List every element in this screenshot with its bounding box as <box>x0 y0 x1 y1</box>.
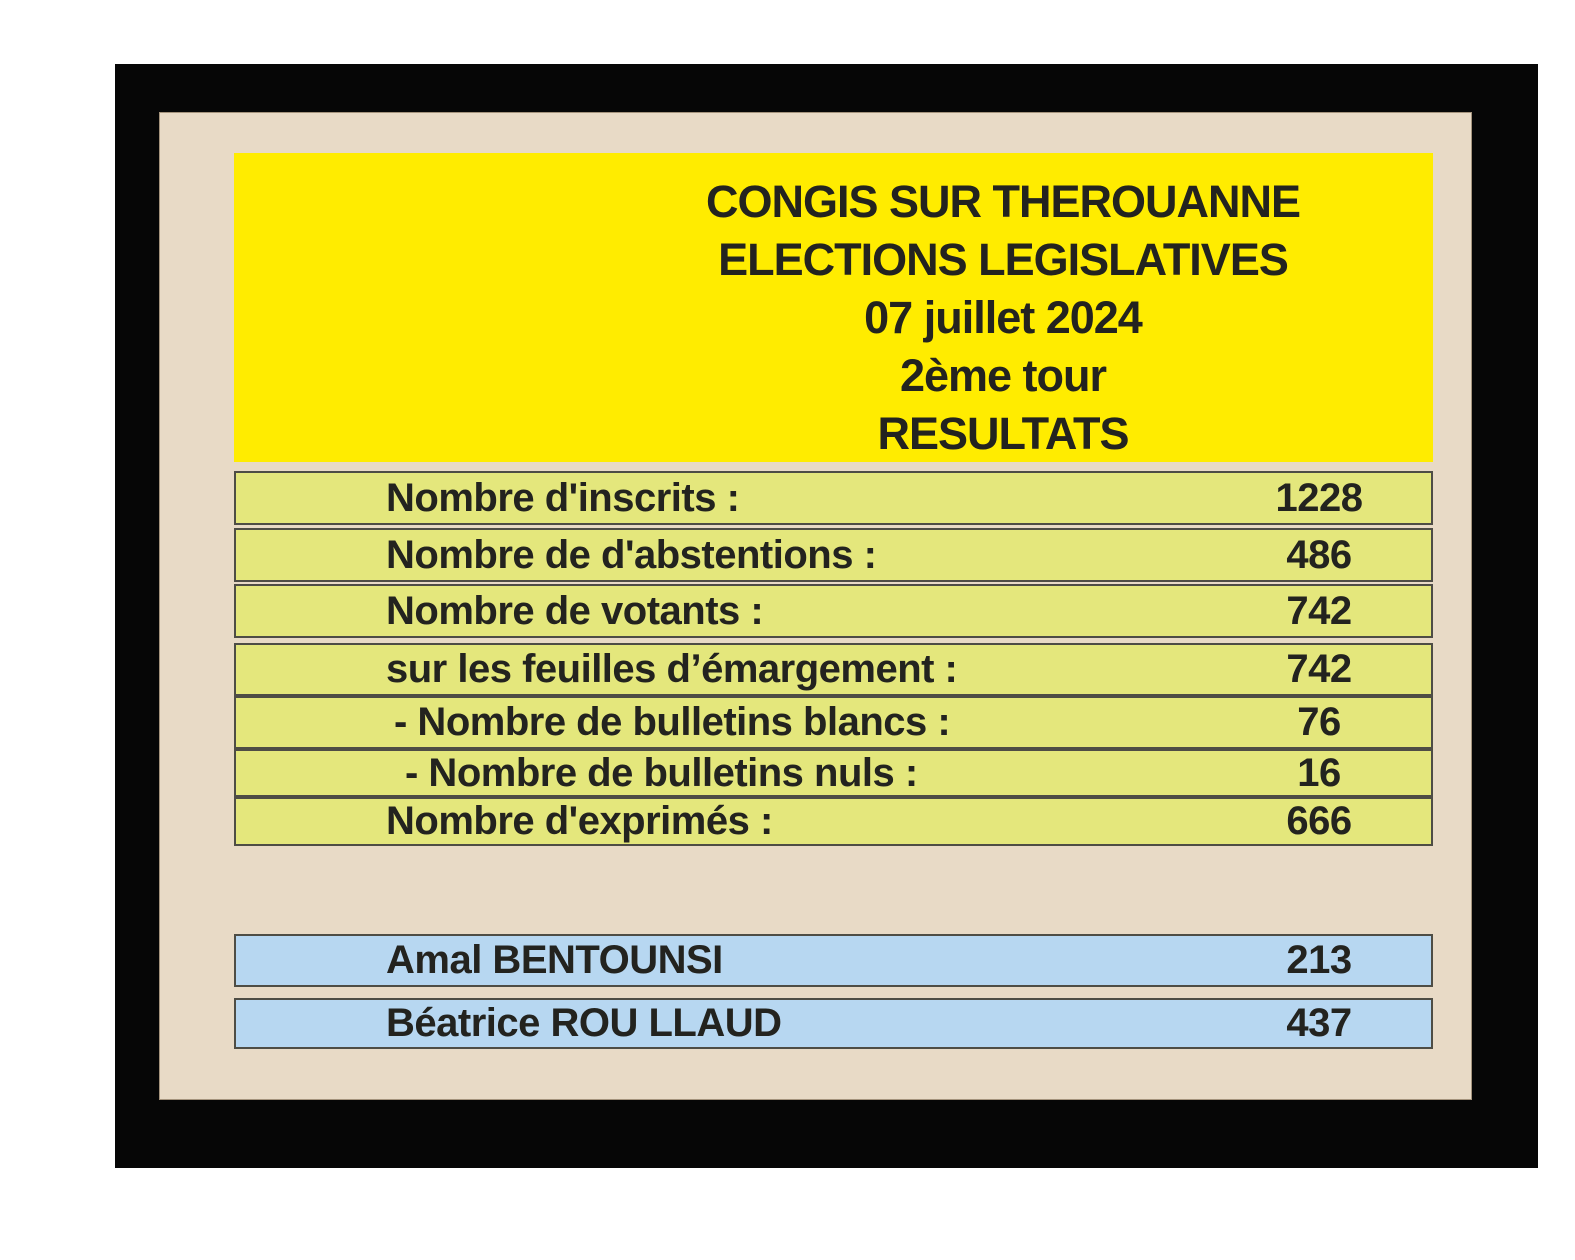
photo-frame <box>115 64 1538 1168</box>
candidate-votes: 213 <box>1286 938 1352 982</box>
stat-row-bulletins-nuls <box>234 749 1433 797</box>
stat-value: 16 <box>1297 750 1341 795</box>
candidate-name: Amal BENTOUNSI <box>386 938 723 982</box>
stat-label: sur les feuilles d’émargement : <box>386 647 958 691</box>
results-board <box>159 112 1472 1100</box>
stat-value: 76 <box>1297 700 1341 744</box>
stat-row-bulletins-blancs <box>234 696 1433 749</box>
stat-value: 666 <box>1286 799 1352 843</box>
stat-label: Nombre de d'abstentions : <box>386 532 877 577</box>
stat-row-inscrits <box>234 471 1433 525</box>
stat-value: 1228 <box>1275 475 1363 520</box>
stat-row-votants <box>234 584 1433 638</box>
stat-value: 742 <box>1286 588 1352 633</box>
candidate-name: Béatrice ROU LLAUD <box>386 1001 782 1045</box>
stat-label: - Nombre de bulletins blancs : <box>394 700 951 744</box>
stat-label: Nombre de votants : <box>386 588 764 633</box>
title-block <box>234 153 1433 462</box>
stat-row-emargement <box>234 643 1433 696</box>
candidate-row-bentounsi <box>234 934 1433 987</box>
title-line-date: 07 juillet 2024 <box>864 292 1142 343</box>
title-line-resultats: RESULTATS <box>877 408 1129 459</box>
stat-label: - Nombre de bulletins nuls : <box>405 750 918 795</box>
stat-value: 486 <box>1286 532 1352 577</box>
stat-row-exprimes <box>234 797 1433 846</box>
stat-label: Nombre d'exprimés : <box>386 799 773 843</box>
title-line-commune: CONGIS SUR THEROUANNE <box>705 176 1301 227</box>
title-line-election: ELECTIONS LEGISLATIVES <box>718 234 1288 285</box>
stat-value: 742 <box>1286 647 1352 691</box>
stat-row-abstentions <box>234 528 1433 582</box>
candidate-row-roullaud <box>234 998 1433 1049</box>
title-text <box>573 153 1433 463</box>
stat-label: Nombre d'inscrits : <box>386 475 740 520</box>
candidate-votes: 437 <box>1286 1001 1352 1045</box>
title-line-tour: 2ème tour <box>899 350 1107 401</box>
